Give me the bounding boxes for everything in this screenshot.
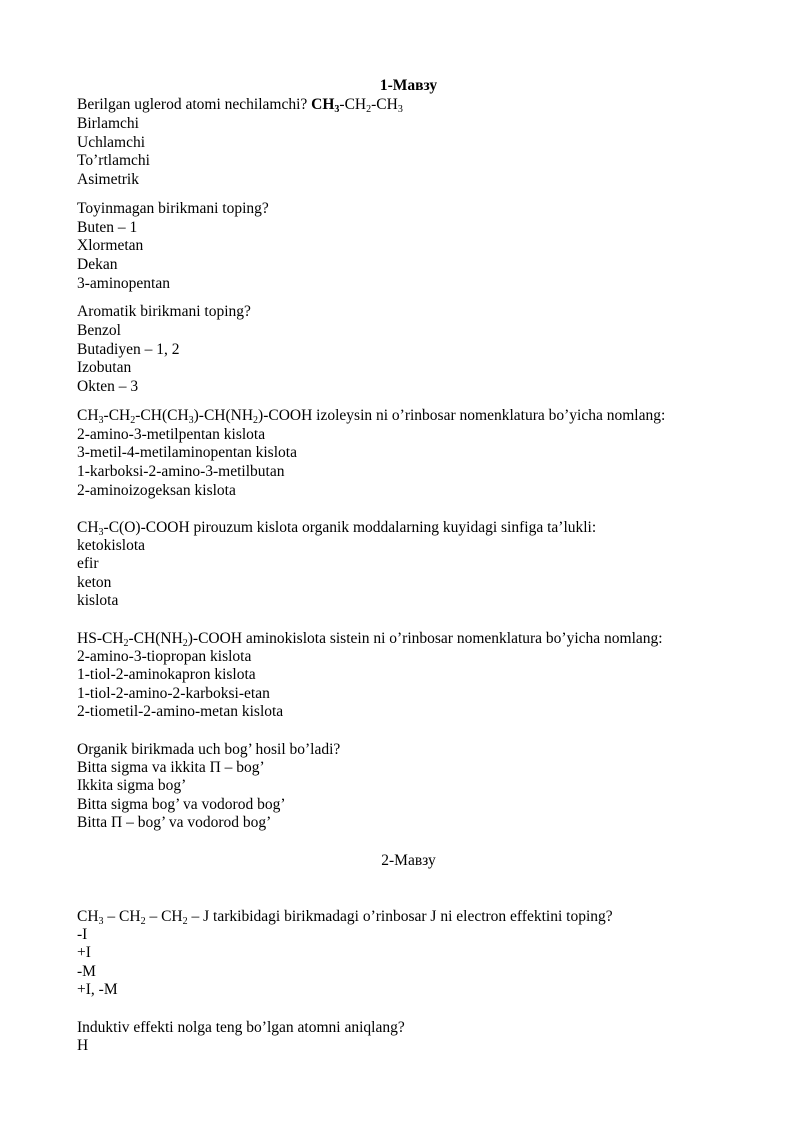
answer-option: Asimetrik — [77, 171, 139, 188]
answer-option: Buten – 1 — [77, 219, 138, 236]
answer-option: 1-tiol-2-amino-2-karboksi-etan — [77, 685, 270, 702]
answer-option: 1-tiol-2-aminokapron kislota — [77, 666, 256, 683]
question-stem: Organik birikmada uch bog’ hosil bo’ladi? — [77, 741, 341, 758]
answer-option: Bitta sigma bog’ va vodorod bog’ — [77, 796, 286, 813]
answer-option: -M — [77, 963, 96, 980]
answer-option: +I — [77, 944, 91, 961]
answer-option: 3-metil-4-metilaminopentan kislota — [77, 444, 297, 461]
answer-option: Okten – 3 — [77, 378, 139, 395]
section-heading: 1-Мавзу — [379, 77, 438, 94]
answer-option: Bitta sigma va ikkita Π – bog’ — [77, 759, 265, 776]
answer-option: Bitta Π – bog’ va vodorod bog’ — [77, 814, 272, 831]
question-stem: $CH_3-C(O)$-COOH pirouzum kislota organik moddalarning kuyidagi sinfiga ta’lukli: — [77, 519, 597, 538]
answer-option: -I — [77, 926, 88, 943]
answer-option: 1-karboksi-2-amino-3-metilbutan — [77, 463, 285, 480]
section-heading: 2-Мавзу — [381, 852, 436, 869]
answer-option: 2-aminoizogeksan kislota — [77, 482, 236, 499]
answer-option: 2-amino-3-tiopropan kislota — [77, 648, 252, 665]
answer-option: Dekan — [77, 256, 118, 273]
answer-option: Izobutan — [77, 359, 132, 376]
question-stem: Aromatik birikmani toping? — [77, 303, 251, 320]
answer-option: ketokislota — [77, 537, 146, 554]
answer-option: efir — [77, 555, 99, 572]
answer-option: To’rtlamchi — [77, 152, 150, 169]
question-stem: Induktiv effekti nolga teng bo’lgan atomni aniqlang? — [77, 1019, 405, 1036]
answer-option: Birlamchi — [77, 115, 139, 132]
answer-option: H — [77, 1037, 89, 1054]
question-stem: $HS-CH_2-CH(NH_2)$-COOH aminokislota sistein ni o’rinbosar nomenklatura bo’yicha nomlang: — [77, 630, 663, 649]
question-stem: $CH_3 - CH_2 - CH_2$ – J tarkibidagi birikmadagi o’rinbosar J ni electron effektini toping? — [77, 908, 613, 927]
answer-option: Uchlamchi — [77, 134, 146, 151]
answer-option: 2-amino-3-metilpentan kislota — [77, 426, 266, 443]
answer-option: 3-aminopentan — [77, 275, 170, 292]
answer-option: +I, -M — [77, 981, 118, 998]
answer-option: Butadiyen – 1, 2 — [77, 341, 180, 358]
question-stem: Berilgan uglerod atomi nechilamchi? $CH_3-CH_2-CH_3$ — [77, 96, 403, 115]
question-stem: $CH_3-CH_2-CH(CH_3)-CH(NH_2)$-COOH izoleysin ni o’rinbosar nomenklatura bo’yicha nomlang: — [77, 407, 666, 426]
answer-option: Benzol — [77, 322, 121, 339]
answer-option: Ikkita sigma bog’ — [77, 777, 187, 794]
answer-option: Xlormetan — [77, 237, 144, 254]
answer-option: 2-tiometil-2-amino-metan kislota — [77, 703, 284, 720]
question-stem: Toyinmagan birikmani toping? — [77, 200, 269, 217]
answer-option: keton — [77, 574, 112, 591]
answer-option: kislota — [77, 592, 119, 609]
